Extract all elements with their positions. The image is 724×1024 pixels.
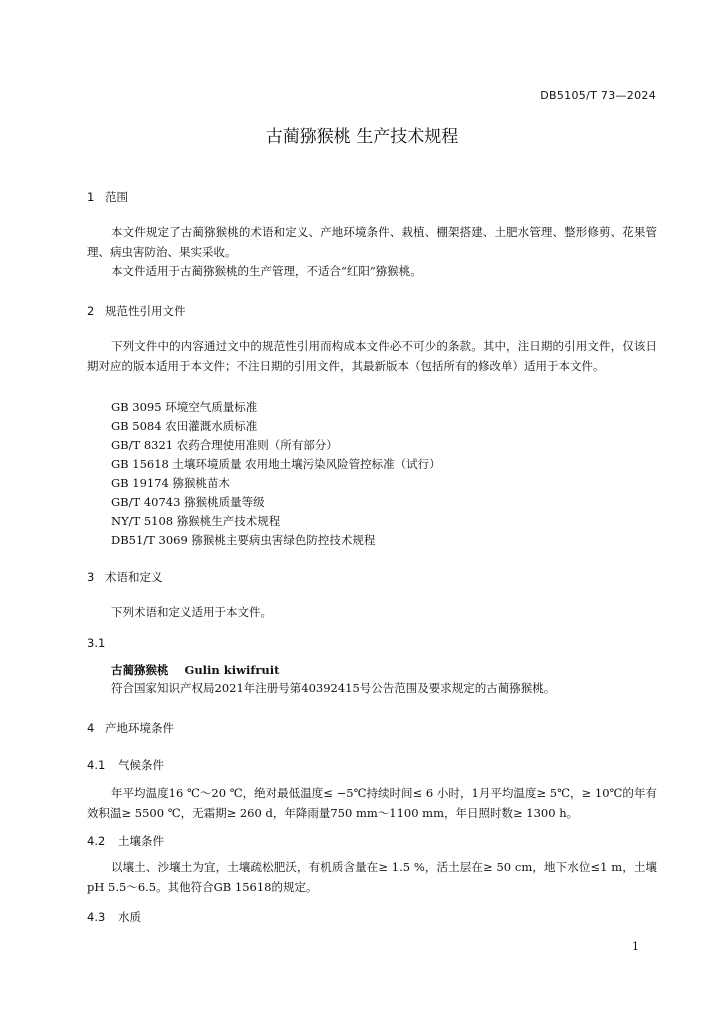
reference-item: GB 19174 猕猴桃苗木 (111, 476, 231, 490)
term-chinese: 古蔺猕猴桃 (111, 663, 169, 677)
climate-paragraph: 年平均温度16 ℃～20 ℃，绝对最低温度≤ −5℃持续时间≤ 6 小时，1月平均温度≥ 5℃，≥ 10℃的年有效积温≥ 5500 ℃，无霜期≥ 260 d，年降雨量750 mm～1100 mm，年日照时数≥ 1300 h。 (87, 786, 657, 820)
section-number: 3 (87, 570, 95, 584)
section-number: 1 (87, 190, 95, 204)
term-number: 3.1 (87, 636, 106, 650)
scope-paragraph-2: 本文件适用于古蔺猕猴桃的生产管理，不适合“红阳”猕猴桃。 (111, 264, 422, 278)
subsection-4-2-heading (87, 833, 164, 849)
reference-item: GB 3095 环境空气质量标准 (111, 400, 258, 414)
section-2-heading (87, 303, 186, 319)
section-number: 2 (87, 304, 95, 318)
section-1-heading (87, 189, 128, 205)
reference-item: GB 5084 农田灌溉水质标准 (111, 419, 258, 433)
section-title: 产地环境条件 (105, 721, 174, 735)
page-number: 1 (632, 940, 639, 953)
reference-item: GB/T 8321 农药合理使用准则（所有部分） (111, 438, 338, 452)
term-english: Gulin kiwifruit (184, 663, 280, 677)
subsection-title: 土壤条件 (118, 834, 164, 848)
reference-item: GB/T 40743 猕猴桃质量等级 (111, 495, 265, 509)
reference-item: NY/T 5108 猕猴桃生产技术规程 (111, 514, 281, 528)
subsection-4-3-heading (87, 909, 141, 925)
subsection-number: 4.3 (87, 910, 106, 924)
terms-intro-paragraph: 下列术语和定义适用于本文件。 (111, 605, 272, 619)
section-title: 范围 (105, 190, 128, 204)
subsection-number: 4.2 (87, 834, 106, 848)
section-3-heading (87, 569, 163, 585)
soil-paragraph: 以壤土、沙壤土为宜，土壤疏松肥沃，有机质含量在≥ 1.5 %，活土层在≥ 50 cm，地下水位≤1 m，土壤pH 5.5～6.5。其他符合GB 15618的规定。 (87, 860, 657, 894)
subsection-title: 水质 (118, 910, 141, 924)
section-number: 4 (87, 721, 95, 735)
subsection-title: 气候条件 (118, 758, 164, 772)
term-definition: 符合国家知识产权局2021年注册号第40392415号公告范围及要求规定的古蔺猕猴桃。 (111, 681, 556, 695)
reference-item: GB 15618 土壤环境质量 农用地土壤污染风险管控标准（试行） (111, 457, 441, 471)
document-number: DB5105/T 73—2024 (540, 89, 656, 102)
document-title: 古蔺猕猴桃 生产技术规程 (265, 127, 459, 147)
reference-item: DB51/T 3069 猕猴桃主要病虫害绿色防控技术规程 (111, 533, 376, 547)
scope-paragraph-1: 本文件规定了古蔺猕猴桃的术语和定义、产地环境条件、栽植、棚架搭建、土肥水管理、整形修剪、花果管理、病虫害防治、果实采收。 (87, 225, 657, 259)
section-title: 术语和定义 (105, 570, 163, 584)
subsection-4-1-heading (87, 757, 164, 773)
term-entry (111, 662, 279, 678)
normative-intro-paragraph: 下列文件中的内容通过文中的规范性引用而构成本文件必不可少的条款。其中，注日期的引用文件，仅该日期对应的版本适用于本文件；不注日期的引用文件，其最新版本（包括所有的修改单）适用于本文件。 (87, 339, 657, 373)
subsection-number: 4.1 (87, 758, 106, 772)
section-title: 规范性引用文件 (105, 304, 186, 318)
section-4-heading (87, 720, 174, 736)
